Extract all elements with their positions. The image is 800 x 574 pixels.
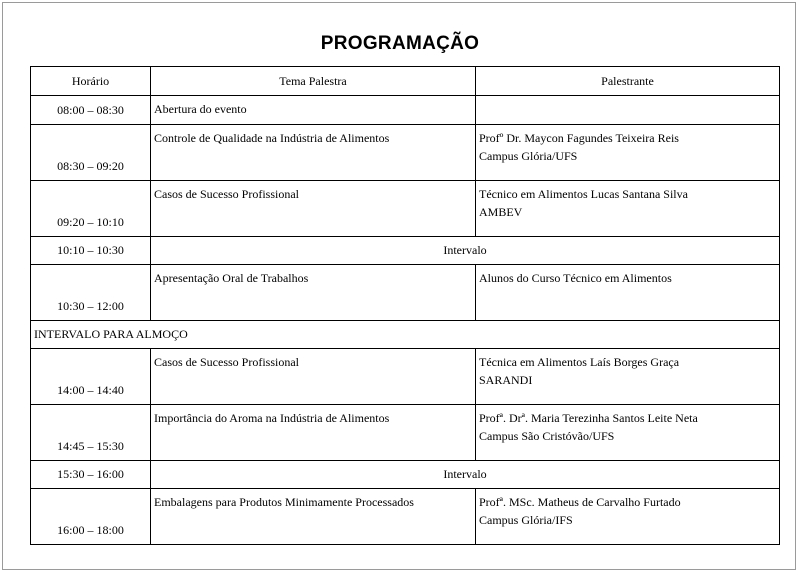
speaker-name: Profª. Drª. Maria Terezinha Santos Leite Neta xyxy=(479,411,698,425)
header-topic: Tema Palestra xyxy=(151,67,476,96)
speaker-name: Alunos do Curso Técnico em Alimentos xyxy=(479,271,672,285)
speaker-name: Profª. MSc. Matheus de Carvalho Furtado xyxy=(479,495,681,509)
topic-cell: Casos de Sucesso Profissional xyxy=(151,181,476,237)
speaker-name: Técnica em Alimentos Laís Borges Graça xyxy=(479,355,680,369)
schedule-table xyxy=(30,66,780,545)
header-time: Horário xyxy=(31,67,151,96)
table-row xyxy=(31,181,780,237)
break-cell: Intervalo xyxy=(151,461,780,489)
speaker-cell xyxy=(476,125,780,181)
speaker-cell xyxy=(476,349,780,405)
table-header-row xyxy=(31,67,780,96)
page-title: PROGRAMAÇÃO xyxy=(320,33,480,54)
table-row xyxy=(31,349,780,405)
speaker-name: Profº Dr. Maycon Fagundes Teixeira Reis xyxy=(479,131,679,145)
speaker-affiliation: Campus Glória/UFS xyxy=(479,149,578,163)
speaker-cell xyxy=(476,181,780,237)
topic-cell: Importância do Aroma na Indústria de Alimentos xyxy=(151,405,476,461)
speaker-affiliation: Campus São Cristóvão/UFS xyxy=(479,429,615,443)
speaker-cell xyxy=(476,96,780,125)
table-row xyxy=(31,489,780,545)
speaker-affiliation: AMBEV xyxy=(479,205,523,219)
speaker-cell xyxy=(476,489,780,545)
time-cell: 08:30 – 09:20 xyxy=(31,125,151,181)
time-cell: 14:45 – 15:30 xyxy=(31,405,151,461)
table-row xyxy=(31,237,780,265)
speaker-name: Técnico em Alimentos Lucas Santana Silva xyxy=(479,187,688,201)
table-row xyxy=(31,461,780,489)
speaker-cell xyxy=(476,265,780,321)
time-cell: 10:10 – 10:30 xyxy=(31,237,151,265)
speaker-affiliation: SARANDI xyxy=(479,373,533,387)
topic-cell: Apresentação Oral de Trabalhos xyxy=(151,265,476,321)
time-cell: 10:30 – 12:00 xyxy=(31,265,151,321)
speaker-affiliation: Campus Glória/IFS xyxy=(479,513,573,527)
header-speaker: Palestrante xyxy=(476,67,780,96)
time-cell: 14:00 – 14:40 xyxy=(31,349,151,405)
time-cell: 15:30 – 16:00 xyxy=(31,461,151,489)
table-row xyxy=(31,321,780,349)
topic-cell: Casos de Sucesso Profissional xyxy=(151,349,476,405)
topic-cell: Controle de Qualidade na Indústria de Alimentos xyxy=(151,125,476,181)
break-cell: Intervalo xyxy=(151,237,780,265)
lunch-break-cell: INTERVALO PARA ALMOÇO xyxy=(31,321,780,349)
time-cell: 09:20 – 10:10 xyxy=(31,181,151,237)
topic-cell: Abertura do evento xyxy=(151,96,476,125)
table-row xyxy=(31,96,780,125)
table-row xyxy=(31,125,780,181)
topic-cell: Embalagens para Produtos Minimamente Processados xyxy=(151,489,476,545)
time-cell: 08:00 – 08:30 xyxy=(31,96,151,125)
table-row xyxy=(31,265,780,321)
time-cell: 16:00 – 18:00 xyxy=(31,489,151,545)
speaker-cell xyxy=(476,405,780,461)
table-row xyxy=(31,405,780,461)
